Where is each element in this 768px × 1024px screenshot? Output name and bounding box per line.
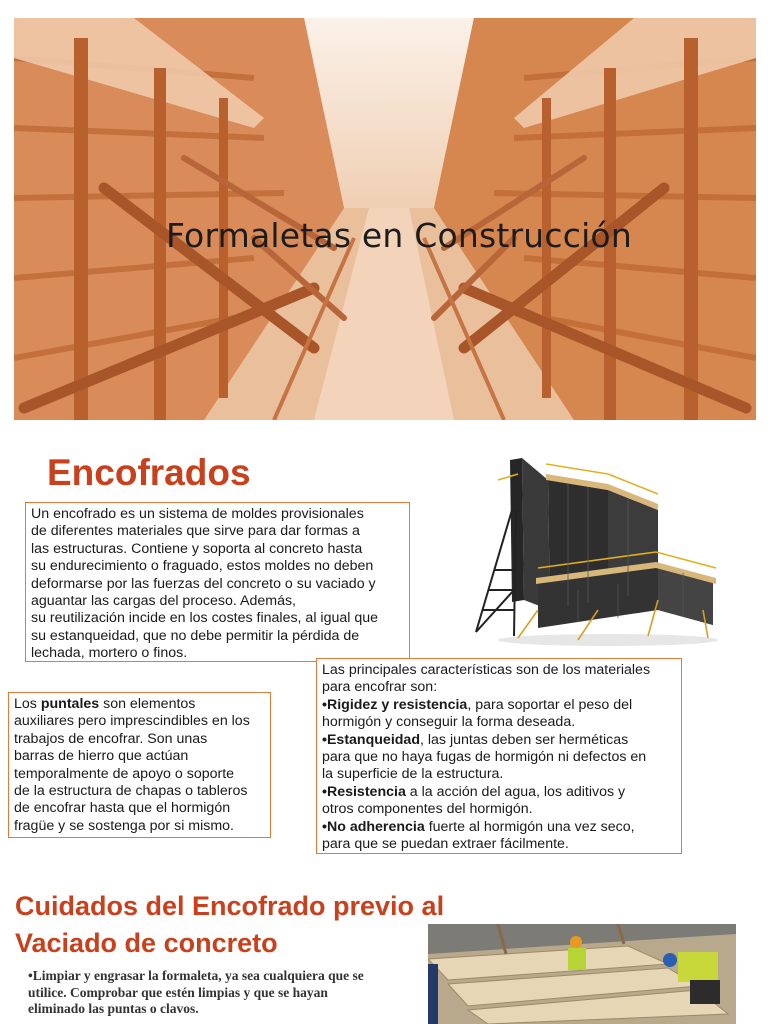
puntales-line: fragüe y se sostenga por si mismo. [14,817,235,834]
characteristic-item: para que se puedan extraer fácilmente. [322,836,569,853]
definition-line: su reutilización incide en los costes finales, al igual que [31,610,379,627]
characteristic-item [322,819,676,836]
puntales-rest: son elementos [99,696,196,712]
characteristic-text: fuerte al hormigón una vez seco, [424,818,635,835]
care-line: •Limpiar y engrasar la formaleta, ya sea cualquiera que se [28,968,364,983]
definition-line: Un encofrado es un sistema de moldes provisionales [31,506,364,522]
section-heading-cuidados [15,888,475,962]
puntales-prefix: Los [14,696,41,712]
definition-line: deformarse por las fuerzas del concreto o su vaciado y [31,575,376,592]
characteristic-item: para que no haya fugas de hormigón ni defectos en [322,749,647,766]
characteristic-item: la superficie de la estructura. [322,766,504,783]
formwork-system-image [458,450,720,650]
puntales-term: puntales [40,696,100,712]
characteristic-text: a la acción del agua, los aditivos y [405,783,626,800]
characteristic-term: •Resistencia [322,783,406,800]
cuidados-heading-line: Vaciado de concreto [15,928,278,958]
page-title: Formaletas en Construcción [166,216,632,255]
cuidados-heading-line: Cuidados del Encofrado previo al [15,891,445,921]
definition-line: aguantar las cargas del proceso. Además, [31,593,296,610]
characteristic-term: •Estanqueidad [322,731,420,748]
puntales-line: de la estructura de chapas o tableros [14,783,248,800]
characteristic-item [322,732,676,749]
workers-photo [428,924,736,1024]
characteristics-intro: para encofrar son: [322,679,438,696]
characteristic-term: •No adherencia [322,818,425,835]
definition-line: las estructuras. Contiene y soporta al concreto hasta [31,540,363,557]
puntales-line: temporalmente de apoyo o soporte [14,765,235,782]
characteristic-term: •Rigidez y resistencia [322,696,468,713]
characteristic-item: hormigón y conseguir la forma deseada. [322,714,576,731]
characteristics-intro: Las principales características son de los materiales [322,662,651,678]
care-line: eliminado las puntas o clavos. [28,1001,199,1016]
puntales-line [14,696,265,713]
definition-line: su estanqueidad, que no debe permitir la pérdida de [31,627,360,644]
definition-line: lechada, mortero o finos. [31,645,188,662]
care-line: utilice. Comprobar que estén limpias y que se hayan [28,984,328,1000]
characteristic-item [322,784,676,801]
characteristic-text: , las juntas deben ser herméticas [420,731,629,748]
characteristic-item [322,697,676,714]
definition-line: su endurecimiento o fraguado, estos moldes no deben [31,558,374,575]
puntales-line: trabajos de encofrar. Son unas [14,730,208,747]
care-text [28,968,423,1018]
hero-banner [14,18,756,420]
puntales-line: barras de hierro que actúan [14,748,189,765]
puntales-line: de encofrar hasta que el hormigón [14,800,231,817]
puntales-box [8,692,271,838]
section-heading-encofrados: Encofrados [47,452,251,493]
characteristics-box [316,658,682,854]
puntales-line: auxiliares pero imprescindibles en los [14,713,250,730]
definition-line: de diferentes materiales que sirve para dar formas a [31,523,360,540]
characteristic-text: , para soportar el peso del [467,696,633,713]
definition-box [25,502,410,662]
characteristic-item: otros componentes del hormigón. [322,801,533,818]
